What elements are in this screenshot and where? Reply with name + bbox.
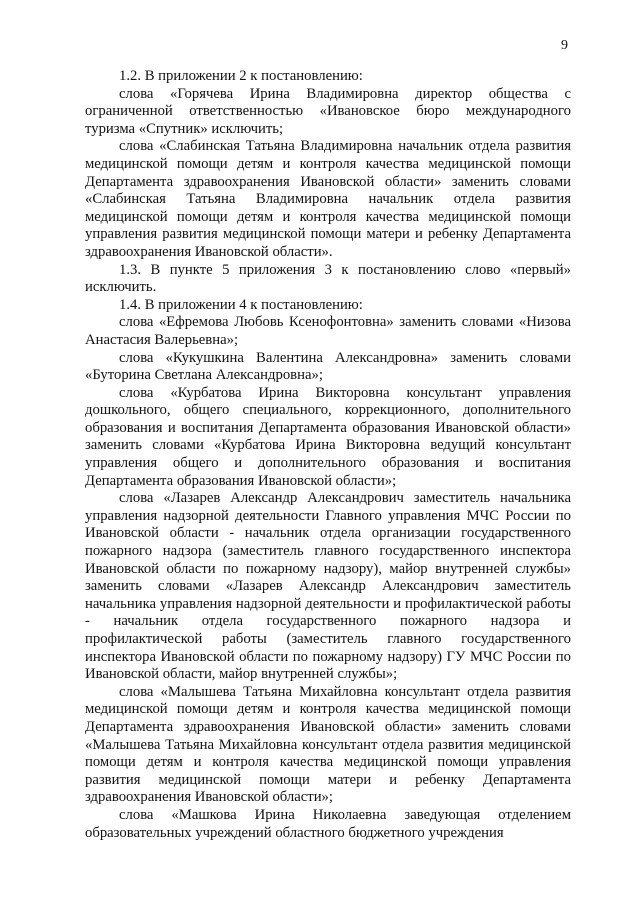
paragraph-mashkova: слова «Машкова Ирина Николаевна заведующая отделением образовательных учреждений областного бюджетного учреждения	[85, 806, 571, 841]
page-number: 9	[561, 38, 568, 53]
paragraph-kukushkina: слова «Кукушкина Валентина Александровна» заменить словами «Буторина Светлана Александровна»;	[85, 349, 571, 384]
paragraph-1-3: 1.3. В пункте 5 приложения 3 к постановлению слово «первый» исключить.	[85, 261, 571, 296]
paragraph-goryacheva: слова «Горячева Ирина Владимировна директор общества с ограниченной ответственностью «Ивановское бюро международного туризма «Спутник» исключить;	[85, 85, 571, 137]
paragraph-kurbatova: слова «Курбатова Ирина Викторовна консультант управления дошкольного, общего специального, коррекционного, дополнительного образования и воспитания Департамента образования Ивановской области» заменить словами «Курбатова Ирина Викторовна ведущий консультант управления общего и дополнительного образования и воспитания Департамента образования Ивановской области»;	[85, 384, 571, 489]
paragraph-slabinskaya: слова «Слабинская Татьяна Владимировна начальник отдела развития медицинской помощи детям и контроля качества медицинской помощи Департамента здравоохранения Ивановской области» заменить словами «Слабинская Татьяна Владимировна начальник отдела развития медицинской помощи детям и контроля качества медицинской помощи управления развития медицинской помощи матери и ребенку Департамента здравоохранения Ивановской области».	[85, 138, 571, 260]
paragraph-malysheva: слова «Малышева Татьяна Михайловна консультант отдела развития медицинской помощи детям и контроля качества медицинской помощи Департамента здравоохранения Ивановской области» заменить словами «Малышева Татьяна Михайловна консультант отдела развития медицинской помощи детям и контроля качества медицинской помощи управления развития медицинской помощи матери и ребенку Департамента здравоохранения Ивановской области»;	[85, 683, 571, 806]
paragraph-1-2: 1.2. В приложении 2 к постановлению:	[119, 68, 363, 84]
paragraph-lazarev: слова «Лазарев Александр Александрович заместитель начальника управления надзорной деятельности Главного управления МЧС России по Ивановской области - начальник отдела организации государственного пожарного надзора (заместитель главного государственного инспектора Ивановской области по пожарному надзору), майор внутренней службы» заменить словами «Лазарев Александр Александрович заместитель начальника управления надзорной деятельности и профилактической работы - начальник отдела государственного пожарного надзора и профилактической работы (заместитель главного государственного инспектора Ивановской области по пожарному надзору) ГУ МЧС России по Ивановской области, майор внутренней службы»;	[85, 490, 571, 683]
document-body	[85, 68, 571, 842]
paragraph-1-4: 1.4. В приложении 4 к постановлению:	[119, 296, 363, 313]
paragraph-efremova: слова «Ефремова Любовь Ксенофонтовна» заменить словами «Низова Анастасия Валерьевна»;	[85, 314, 571, 348]
